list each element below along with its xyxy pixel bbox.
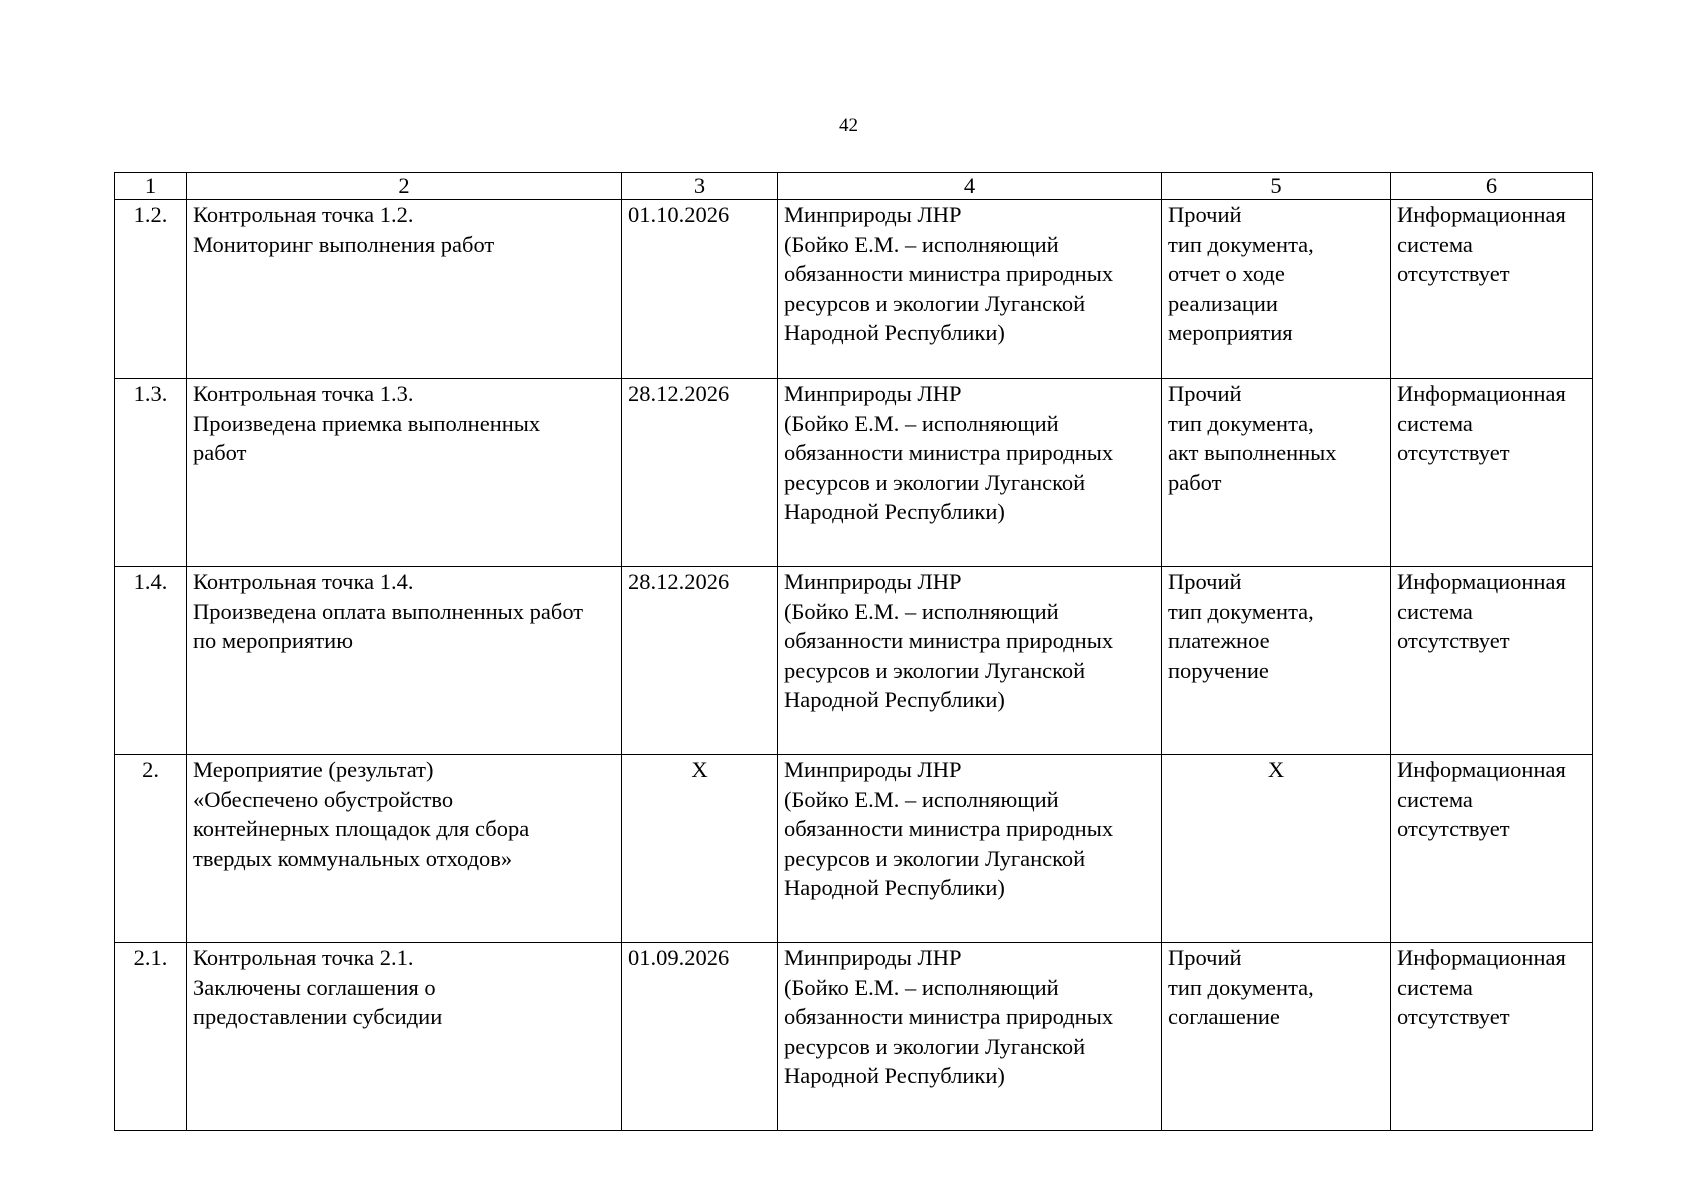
row-responsible: Минприроды ЛНР (Бойко Е.М. – исполняющий обязанности министра природных ресурсов и экологии Луганской Народной Республики): [778, 567, 1162, 755]
header-col-4: 4: [778, 173, 1162, 200]
row-date: 28.12.2026: [622, 567, 778, 755]
row-document: Прочий тип документа, отчет о ходе реализации мероприятия: [1162, 200, 1391, 379]
row-document: Прочий тип документа, платежное поручение: [1162, 567, 1391, 755]
control-points-table: [114, 172, 1593, 1131]
header-col-1: 1: [115, 173, 187, 200]
header-col-2: 2: [187, 173, 622, 200]
row-name: Мероприятие (результат) «Обеспечено обустройство контейнерных площадок для сбора твердых коммунальных отходов»: [187, 755, 622, 943]
row-responsible: Минприроды ЛНР (Бойко Е.М. – исполняющий обязанности министра природных ресурсов и экологии Луганской Народной Республики): [778, 200, 1162, 379]
table-header-row: [115, 173, 1593, 200]
row-responsible: Минприроды ЛНР (Бойко Е.М. – исполняющий обязанности министра природных ресурсов и экологии Луганской Народной Республики): [778, 379, 1162, 567]
table-row: [115, 200, 1593, 379]
row-number: 1.2.: [115, 200, 187, 379]
row-system: Информационная система отсутствует: [1391, 200, 1593, 379]
table-row: [115, 755, 1593, 943]
table-row: [115, 567, 1593, 755]
row-name: Контрольная точка 2.1. Заключены соглашения о предоставлении субсидии: [187, 943, 622, 1131]
table-row: [115, 379, 1593, 567]
row-system: Информационная система отсутствует: [1391, 567, 1593, 755]
row-name: Контрольная точка 1.2. Мониторинг выполнения работ: [187, 200, 622, 379]
row-number: 2.: [115, 755, 187, 943]
row-number: 2.1.: [115, 943, 187, 1131]
row-system: Информационная система отсутствует: [1391, 943, 1593, 1131]
row-date: 01.09.2026: [622, 943, 778, 1131]
row-system: Информационная система отсутствует: [1391, 755, 1593, 943]
row-number: 1.4.: [115, 567, 187, 755]
row-number: 1.3.: [115, 379, 187, 567]
row-document: Х: [1162, 755, 1391, 943]
row-name: Контрольная точка 1.4. Произведена оплата выполненных работ по мероприятию: [187, 567, 622, 755]
header-col-3: 3: [622, 173, 778, 200]
page-number: 42: [839, 115, 858, 136]
row-name: Контрольная точка 1.3. Произведена приемка выполненных работ: [187, 379, 622, 567]
row-responsible: Минприроды ЛНР (Бойко Е.М. – исполняющий обязанности министра природных ресурсов и экологии Луганской Народной Республики): [778, 943, 1162, 1131]
row-date: Х: [622, 755, 778, 943]
row-date: 01.10.2026: [622, 200, 778, 379]
row-system: Информационная система отсутствует: [1391, 379, 1593, 567]
row-responsible: Минприроды ЛНР (Бойко Е.М. – исполняющий обязанности министра природных ресурсов и экологии Луганской Народной Республики): [778, 755, 1162, 943]
header-col-5: 5: [1162, 173, 1391, 200]
row-document: Прочий тип документа, соглашение: [1162, 943, 1391, 1131]
table-row: [115, 943, 1593, 1131]
row-date: 28.12.2026: [622, 379, 778, 567]
header-col-6: 6: [1391, 173, 1593, 200]
row-document: Прочий тип документа, акт выполненных работ: [1162, 379, 1391, 567]
